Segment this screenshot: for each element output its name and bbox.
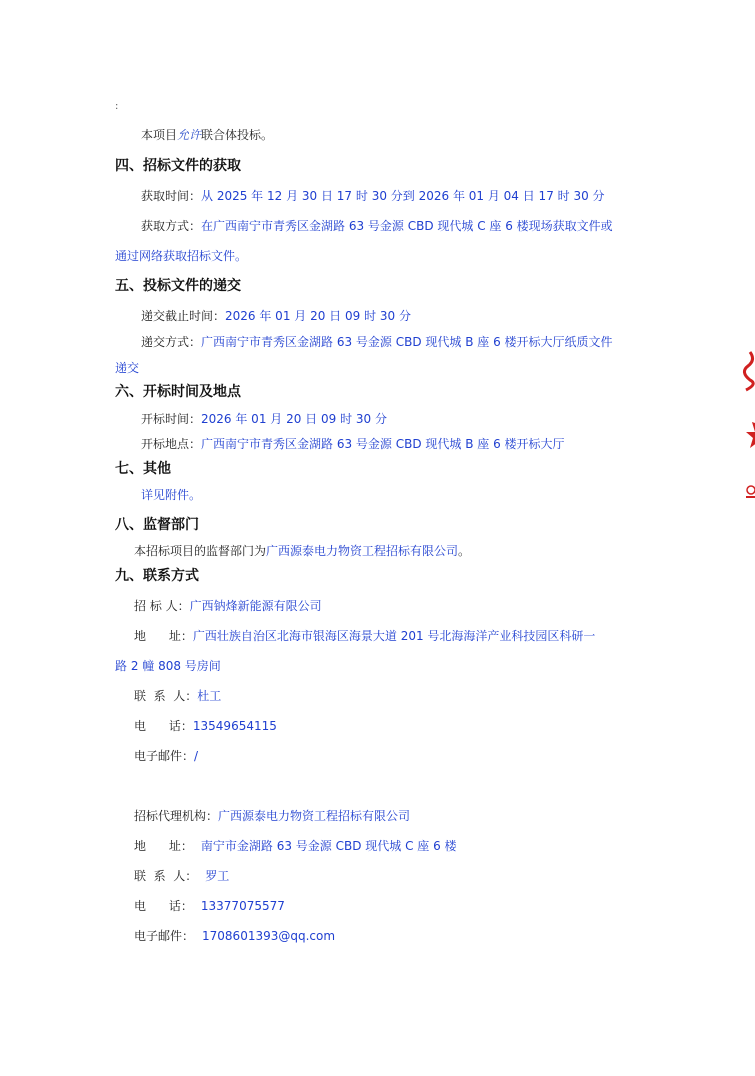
- consortium-emph: 允许: [177, 128, 202, 142]
- agency-contact-line: [134, 868, 229, 884]
- top-mark: :: [115, 101, 119, 112]
- opening-place-value: 广西南宁市青秀区金湖路 63 号金源 CBD 现代城 B 座 6 楼开标大厅: [201, 437, 565, 451]
- heading-obtain-docs: 四、招标文件的获取: [115, 158, 241, 174]
- seal-graphic: [738, 340, 755, 520]
- deadline-line: [141, 308, 411, 324]
- phone-label: 电 话：: [134, 719, 193, 733]
- deadline-value: 2026 年 01 月 20 日 09 时 30 分: [225, 309, 411, 323]
- submit-method-line: [141, 334, 613, 350]
- obtain-time-label: 获取时间：: [141, 189, 202, 203]
- email-value: /: [194, 749, 199, 763]
- agency-address-value: 南宁市金湖路 63 号金源 CBD 现代城 C 座 6 楼: [200, 839, 457, 853]
- agency-phone-value: 13377075577: [200, 899, 285, 913]
- agency-contact-value: 罗工: [205, 869, 230, 883]
- heading-submit-docs: 五、投标文件的递交: [115, 278, 241, 294]
- deadline-label: 递交截止时间：: [141, 309, 226, 323]
- other-text: 详见附件。: [141, 488, 202, 502]
- consortium-prefix: 本项目: [141, 128, 178, 142]
- agency-contact-label: 联 系 人：: [134, 869, 198, 883]
- obtain-time-value: 从 2025 年 12 月 30 日 17 时 30 分到 2026 年 01 月 04 日 17 时 30 分: [201, 189, 605, 203]
- agency-label: 招标代理机构：: [134, 809, 219, 823]
- email-label: 电子邮件：: [134, 749, 195, 763]
- agency-address-label: 地 址：: [134, 839, 193, 853]
- agency-value: 广西源泰电力物资工程招标有限公司: [218, 809, 411, 823]
- agency-line: [134, 808, 410, 824]
- submit-method-value: 广西南宁市青秀区金湖路 63 号金源 CBD 现代城 B 座 6 楼开标大厅纸质文件: [201, 335, 613, 349]
- obtain-method-label: 获取方式：: [141, 219, 202, 233]
- obtain-time-line: [141, 188, 605, 204]
- submit-method-value-cont: 递交: [115, 361, 140, 375]
- address-value-cont: 路 2 幢 808 号房间: [115, 659, 221, 673]
- opening-place-label: 开标地点：: [141, 437, 202, 451]
- red-seal-stamp: [738, 340, 755, 520]
- submit-method-label: 递交方式：: [141, 335, 202, 349]
- consortium-line: [141, 127, 273, 143]
- phone-line: [134, 718, 277, 734]
- obtain-method-value-cont: 通过网络获取招标文件。: [115, 249, 248, 263]
- address-line: [134, 628, 595, 644]
- opening-time-label: 开标时间：: [141, 412, 202, 426]
- bidder-line: [134, 598, 322, 614]
- agency-phone-label: 电 话：: [134, 899, 193, 913]
- supervision-value: 广西源泰电力物资工程招标有限公司: [266, 544, 459, 558]
- contact-label: 联 系 人：: [134, 689, 198, 703]
- supervision-suffix: 。: [458, 544, 471, 558]
- opening-place-line: [141, 436, 565, 452]
- consortium-suffix: 联合体投标。: [201, 128, 274, 142]
- agency-phone-line: [134, 898, 285, 914]
- address-label: 地 址：: [134, 629, 193, 643]
- heading-contact: 九、联系方式: [115, 568, 199, 584]
- opening-time-line: [141, 411, 387, 427]
- agency-email-line: [134, 928, 335, 944]
- phone-value: 13549654115: [192, 719, 277, 733]
- bidder-label: 招 标 人：: [134, 599, 190, 613]
- agency-email-label: 电子邮件：: [134, 929, 195, 943]
- supervision-line: [134, 543, 470, 559]
- heading-other: 七、其他: [115, 461, 171, 477]
- email-line: [134, 748, 198, 764]
- obtain-method-value: 在广西南宁市青秀区金湖路 63 号金源 CBD 现代城 C 座 6 楼现场获取文件或: [201, 219, 613, 233]
- contact-value: 杜工: [197, 689, 222, 703]
- heading-opening: 六、开标时间及地点: [115, 384, 241, 400]
- contact-line: [134, 688, 221, 704]
- supervision-prefix: 本招标项目的监督部门为: [134, 544, 267, 558]
- heading-supervision: 八、监督部门: [115, 517, 199, 533]
- bidder-value: 广西钠烽新能源有限公司: [189, 599, 322, 613]
- agency-email-value: 1708601393@qq.com: [202, 929, 336, 943]
- obtain-method-line: [141, 218, 613, 234]
- opening-time-value: 2026 年 01 月 20 日 09 时 30 分: [201, 412, 387, 426]
- agency-address-line: [134, 838, 457, 854]
- address-value: 广西壮族自治区北海市银海区海景大道 201 号北海海洋产业科技园区科研一: [192, 629, 596, 643]
